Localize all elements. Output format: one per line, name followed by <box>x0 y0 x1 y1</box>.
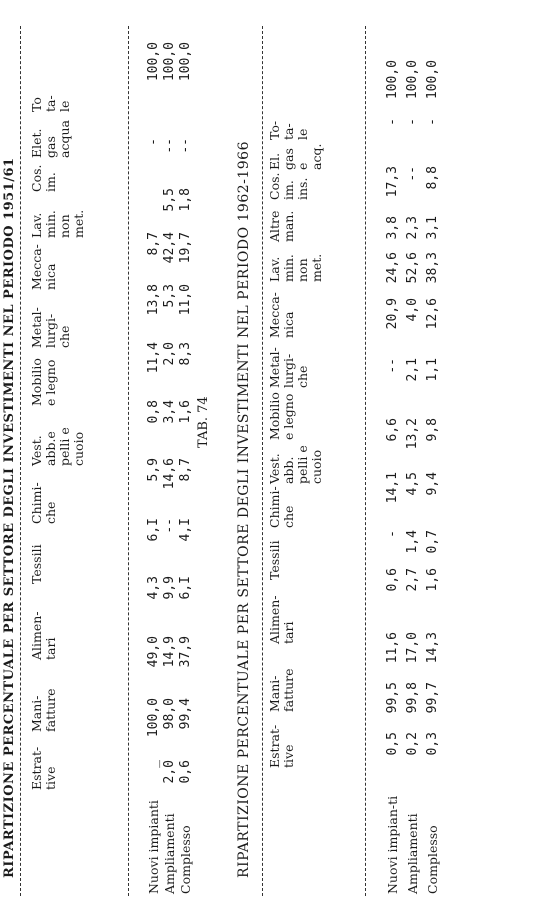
table1-cell: 5,3 <box>162 284 177 308</box>
table1-header-line: Metal- <box>29 307 44 348</box>
table1-cell: 5,9 <box>146 458 161 482</box>
table1-header-line: Mani- <box>29 695 44 732</box>
table1-column-header <box>30 307 72 348</box>
table2-column-header <box>268 347 310 388</box>
table1-cell: 0,6 <box>178 760 193 784</box>
table2-cell: 12,6 <box>425 298 440 330</box>
table2-header-line: Vest. <box>267 453 282 484</box>
table2-cell: 4,5 <box>405 472 420 496</box>
table1-cell: 14,6 <box>162 458 177 490</box>
table1-header-line: ta- <box>43 95 58 112</box>
table2-header-line: Chimi- <box>267 486 282 528</box>
table2-cell: 14,3 <box>425 632 440 664</box>
table2-column-header <box>268 540 282 580</box>
table1-cell: 2,0 <box>162 760 177 784</box>
table2-cell: -- <box>385 358 400 374</box>
table1-column-header <box>30 427 86 466</box>
table2-cell: - <box>425 118 440 126</box>
table1-cell: 19,7 <box>178 232 193 264</box>
table2-header-line: abb. <box>281 456 296 484</box>
table1-cell: - <box>146 138 161 146</box>
table1-cell: 4,3 <box>146 576 161 600</box>
table2-cell: 0,7 <box>425 530 440 554</box>
table1-header-line: tari <box>43 637 58 660</box>
table2-column-header <box>268 392 296 440</box>
table1-column-header <box>30 95 72 112</box>
table1-header-line: met. <box>71 209 86 238</box>
table2-header-line: gas <box>281 148 296 170</box>
table2-cell: 1,1 <box>425 358 440 382</box>
table2-cell: 1,6 <box>425 568 440 592</box>
table2-header-line: acq. <box>309 143 324 170</box>
table2-cell: 2,3 <box>405 216 420 240</box>
table1-header-line: non <box>57 214 72 238</box>
table1-cell: 98,0 <box>162 698 177 730</box>
table1-cell: 2,0 <box>162 342 177 366</box>
table1-header-line: gas <box>43 136 58 158</box>
table1-header-line: cuoio <box>71 431 86 466</box>
table2-header-line: Tessili <box>267 540 282 580</box>
table1-cell: 100,0 <box>162 42 177 82</box>
table1-header-line: Alimen- <box>29 611 44 660</box>
table2-column-header <box>268 668 296 712</box>
table1-column-header <box>30 482 58 524</box>
table2-cell: 13,2 <box>405 418 420 450</box>
table1-header-line: Chimi- <box>29 482 44 524</box>
table2-rule <box>365 26 366 896</box>
table1-cell: 8,3 <box>178 342 193 366</box>
table2-cell: 2,7 <box>405 568 420 592</box>
table2-cell: 9,4 <box>425 472 440 496</box>
table1-header-line: acqua <box>57 120 72 158</box>
table2-cell: 100,0 <box>425 60 440 100</box>
table2-header-line: Mobilio <box>267 392 282 440</box>
table1-cell: 1,8 <box>178 188 193 212</box>
table2-cell: 0,5 <box>385 732 400 756</box>
table2-header-line: El. <box>267 152 282 170</box>
table1-cell: -- <box>178 138 193 154</box>
table2-header-line: Mecca- <box>267 292 282 338</box>
table1-cell: 100,0 <box>178 42 193 82</box>
table1-column-header <box>30 747 58 790</box>
table1-cell: 49,0 <box>146 636 161 668</box>
table2-cell: 4,0 <box>405 298 420 322</box>
table1-header-line: tive <box>43 766 58 790</box>
table1-column-header <box>30 120 72 158</box>
table1-cell: 11,4 <box>146 342 161 374</box>
table2-cell: 11,6 <box>385 632 400 664</box>
table1-cell: 0,8 <box>146 400 161 424</box>
table2-rule <box>262 26 263 896</box>
tab-label: TAB. 74 <box>196 396 211 448</box>
table1-rule <box>128 26 129 896</box>
table2-header-line: lurgi- <box>281 353 296 388</box>
table2-cell: - <box>385 530 400 538</box>
table1-header-line: Vest. <box>29 435 44 466</box>
table2-column-header <box>268 121 310 140</box>
table2-header-line: tive <box>281 744 296 768</box>
table2-cell: 17,0 <box>405 632 420 664</box>
table2-header-line: pelli e <box>295 445 310 484</box>
table2-cell: 100,0 <box>385 60 400 100</box>
table2-column-header <box>268 144 324 170</box>
table2-header-line: Altre <box>267 210 282 242</box>
table2-row-label: Complesso <box>425 825 440 894</box>
table1-column-header <box>30 544 44 584</box>
table2-cell: 100,0 <box>405 60 420 100</box>
table1-header-line: To <box>29 97 44 112</box>
table1-cell: 11,0 <box>178 284 193 316</box>
table1-header-line: Mobilio <box>29 358 44 406</box>
table1-header-line: abb.e <box>43 431 58 466</box>
table2-row-label: Ampliamenti <box>405 813 420 894</box>
table1-title: RIPARTIZIONE PERCENTUALE PER SETTORE DEGLI INVESTIMENTI NEL PERIODO 1951/61 <box>2 157 17 878</box>
table2-header-line: non <box>295 258 310 282</box>
table1-cell: 13,8 <box>146 284 161 316</box>
table2-header-line: Estrat- <box>267 724 282 768</box>
table1-cell: 6,I <box>178 576 193 600</box>
table1-cell: 99,4 <box>178 698 193 730</box>
table1-header-line: nica <box>43 263 58 290</box>
table2-column-header <box>268 595 296 644</box>
table2-cell: - <box>385 118 400 126</box>
table1-rule <box>20 26 21 896</box>
table2-cell: 3,8 <box>385 216 400 240</box>
table2-header-line: im. <box>281 180 296 200</box>
table2-column-header <box>268 486 296 528</box>
table1-cell: _ <box>146 760 161 768</box>
table1-header-line: min. <box>43 210 58 238</box>
table2-header-line: ta- <box>281 123 296 140</box>
table2-header-line: Lav. <box>267 256 282 282</box>
table2-column-header <box>268 725 296 768</box>
table1-header-line: Tessili <box>29 544 44 584</box>
table1-cell: 4,I <box>178 518 193 542</box>
table1-row-label: Ampliamenti <box>162 813 177 894</box>
table1-cell: 8,7 <box>146 232 161 256</box>
table1-cell: 1,6 <box>178 400 193 424</box>
table2-column-header <box>268 254 324 282</box>
table2-header-line: che <box>295 365 310 388</box>
table2-cell: 9,8 <box>425 418 440 442</box>
table2-cell: 3,1 <box>425 216 440 240</box>
table1-cell: 9,9 <box>162 576 177 600</box>
table2-cell: - <box>405 118 420 126</box>
table2-header-line: man. <box>281 210 296 242</box>
table2-header-line: e legno <box>281 393 296 440</box>
table2-column-header <box>268 445 324 484</box>
table1-cell: 42,4 <box>162 232 177 264</box>
table2-cell: 14,1 <box>385 472 400 504</box>
table1-header-line: Lav. <box>29 212 44 238</box>
table2-cell: 0,3 <box>425 732 440 756</box>
table1-row-label: Nuovi impianti <box>146 800 161 894</box>
table1-row-label: Complesso <box>178 825 193 894</box>
table1-header-line: Estrat- <box>29 746 44 790</box>
table2-header-line: min. <box>281 254 296 282</box>
table2-header-line: le <box>295 128 310 140</box>
table1-header-line: che <box>43 501 58 524</box>
table1-cell: 100,0 <box>146 42 161 82</box>
table1-header-line: Mecca- <box>29 244 44 290</box>
table1-cell: 5,5 <box>162 188 177 212</box>
table2-cell: 6,6 <box>385 418 400 442</box>
table2-cell: 99,8 <box>405 682 420 714</box>
table2-cell: 0,6 <box>385 568 400 592</box>
table2-cell: 52,6 <box>405 252 420 284</box>
table2-cell: 0,2 <box>405 732 420 756</box>
table2-cell: 2,1 <box>405 358 420 382</box>
table1-header-line: im. <box>43 172 58 192</box>
table1-column-header <box>30 688 58 732</box>
table2-cell: 38,3 <box>425 252 440 284</box>
table1-header-line: Elet. <box>29 128 44 158</box>
table1-cell: 100,0 <box>146 698 161 738</box>
table2-row-label: Nuovi impian-ti <box>385 795 400 894</box>
table1-header-line: fatture <box>43 688 58 732</box>
table2-title: RIPARTIZIONE PERCENTUALE PER SETTORE DEGLI INVESTIMENTI NEL PERIODO 1962-1966 <box>236 141 252 878</box>
table1-cell: 14,9 <box>162 636 177 668</box>
table1-header-line: e legno <box>43 359 58 406</box>
table1-column-header <box>30 358 58 406</box>
table1-column-header <box>30 244 58 290</box>
table2-header-line: Metal- <box>267 347 282 388</box>
table2-header-line: cuoio <box>309 449 324 484</box>
table1-column-header <box>30 165 58 192</box>
table2-cell: 20,9 <box>385 298 400 330</box>
table1-header-line: pelli e <box>57 427 72 466</box>
table2-header-line: e <box>295 162 310 170</box>
table1-cell: -- <box>162 518 177 534</box>
table1-header-line: che <box>57 325 72 348</box>
table1-cell: 6,I <box>146 518 161 542</box>
table1-cell: 3,4 <box>162 400 177 424</box>
table2-column-header <box>268 292 296 338</box>
table2-header-line: nica <box>281 311 296 338</box>
table2-header-line: Alimen- <box>267 595 282 644</box>
table2-cell: 1,4 <box>405 530 420 554</box>
table2-cell: 24,6 <box>385 252 400 284</box>
table1-cell: 37,9 <box>178 636 193 668</box>
table2-cell: 17,3 <box>385 166 400 198</box>
table1-cell: 8,7 <box>178 458 193 482</box>
table2-header-line: Mani- <box>267 675 282 712</box>
table2-header-line: fatture <box>281 668 296 712</box>
table2-cell: 99,7 <box>425 682 440 714</box>
table2-header-line: To- <box>267 120 282 140</box>
table2-header-line: Cos. <box>267 172 282 200</box>
table2-header-line: ins. <box>295 177 310 200</box>
table1-header-line: le <box>57 100 72 112</box>
table2-header-line: che <box>281 505 296 528</box>
table2-cell: 8,8 <box>425 166 440 190</box>
table2-header-line: met. <box>309 253 324 282</box>
table2-cell: -- <box>405 166 420 182</box>
table2-cell: 99,5 <box>385 682 400 714</box>
table1-cell: -- <box>162 138 177 154</box>
table2-column-header <box>268 173 310 200</box>
table2-column-header <box>268 211 296 242</box>
table1-column-header <box>30 210 86 238</box>
table2-header-line: tari <box>281 621 296 644</box>
table1-header-line: Cos. <box>29 164 44 192</box>
table1-column-header <box>30 611 58 660</box>
table1-header-line: lurgi- <box>43 313 58 348</box>
